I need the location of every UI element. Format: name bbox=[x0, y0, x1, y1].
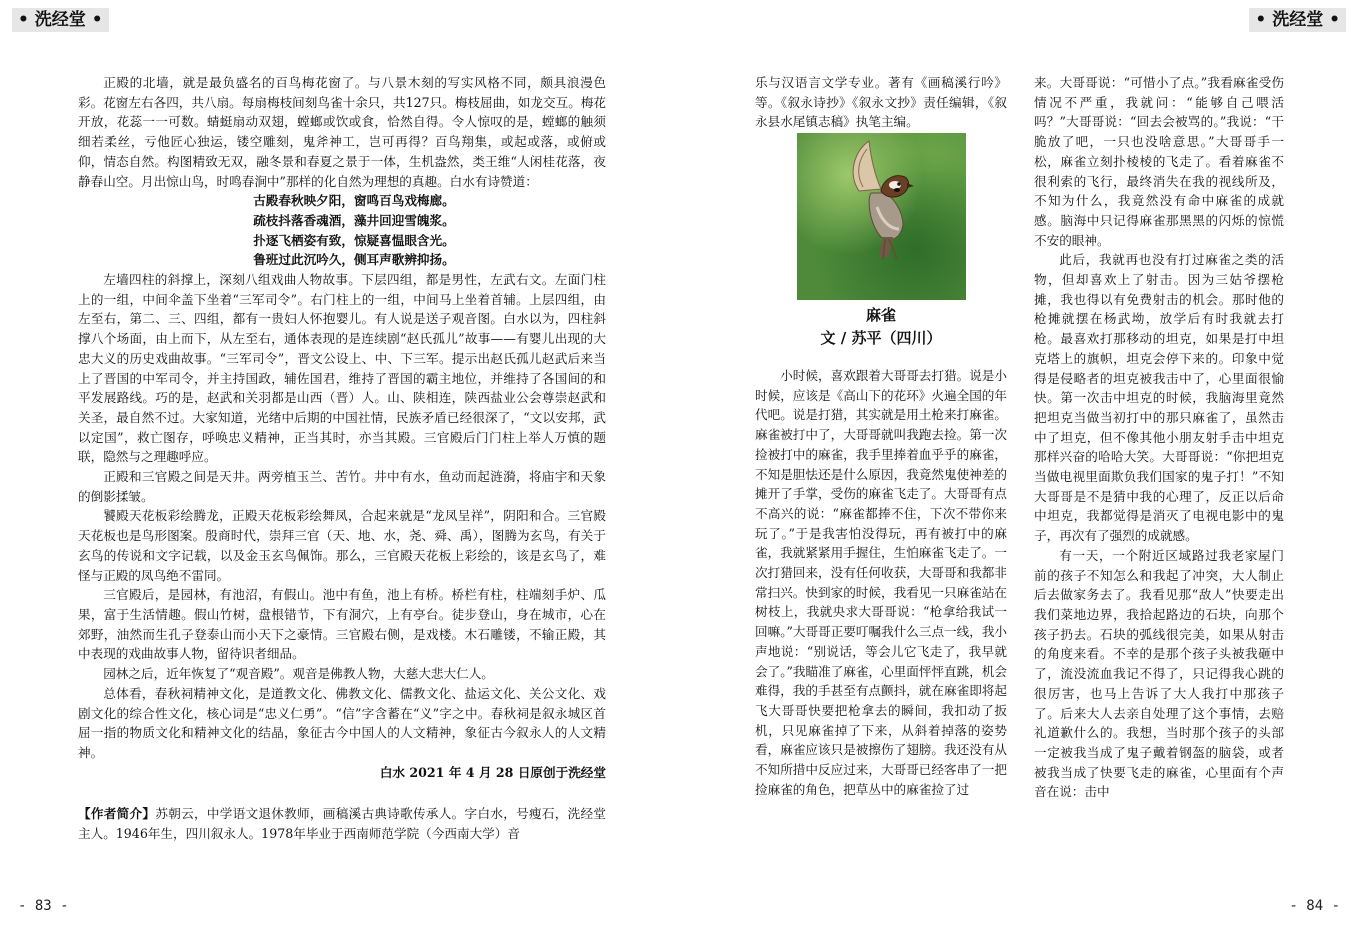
sparrow-illustration bbox=[797, 133, 966, 300]
right-page bbox=[680, 0, 1360, 944]
article-column-2 bbox=[1034, 73, 1284, 802]
paragraph: 正殿的北墙，就是最负盛名的百鸟梅花窗了。与八景木刻的写实风格不同，颇具浪漫色彩。花窗左右各四，共八扇。每扇梅枝间刻鸟雀十余只，共127只。梅枝屈曲，如龙交互。梅花开放，花蕊一一可数。蜻蜓扇动双翅，螳螂或饮或食，恰然自得。令人惊叹的是，螳螂的触须细若柔丝，亏他匠心独运，镂空雕刻，鬼斧神工，岂可再得？百鸟翔集，或起或落，或俯或仰，情态自然。构图精致无双，融冬景和春夏之景于一体，生机盎然，类王维“人闲桂花落，夜静春山空。月出惊山鸟，时鸣春涧中”那样的化自然为理想的真趣。白水有诗赞道： bbox=[78, 75, 606, 189]
paragraph: 此后，我就再也没有打过麻雀之类的活物，但却喜欢上了射击。因为三姑爷摆枪摊，我也得以有免费射击的机会。那时他的枪摊就摆在杨武坳，放学后有时我就去打枪。最喜欢打那移动的坦克，如果是打中坦克塔上的旗帜，坦克会停下来的。印象中觉得是侵略者的坦克被我击中了，心里面很愉快。第一次击中坦克的时候，我脑海里竟然把坦克当做当初打中的那只麻雀了，虽然击中了坦克，但不像其他小朋友射手击中坦克那样兴奋的哈哈大笑。大哥哥说：“你把坦克当做电视里面欺负我们国家的鬼子打！”不知大哥哥是不是猜中我的心理了，反正以后命中坦克，我都觉得是消灭了电视电影中的鬼子，再次有了强烈的成就感。 bbox=[1034, 252, 1284, 544]
signoff: 白水 2021 年 4 月 28 日原创于洗经堂 bbox=[379, 764, 606, 780]
poem-line: 古殿春秋映夕阳，窗鸣百鸟戏梅廊。 bbox=[253, 193, 455, 209]
paragraph: 总体看，春秋祠精神文化，是道教文化、佛教文化、儒教文化、盐运文化、关公文化、戏剧文化的综合性文化，核心词是“忠义仁勇”。“信”字含蓄在“义”字之中。春秋祠是叙永城区首屈一指的物质文化和精神文化的结晶，象征古今中国人的人文精神，象征古今叙永人的人文精神。 bbox=[78, 685, 606, 760]
page-number: - 83 - bbox=[18, 898, 69, 914]
left-article-column bbox=[78, 73, 606, 844]
paragraph: 左墙四柱的斜撑上，深刻八组戏曲人物故事。下层四组，都是男性，左武右文。左面门柱上的一组，中间伞盖下坐着“三军司令”。右门柱上的一组，中间马上坐着首辅。上层四组，由左至右，第二、三、四组，都有一贵妇人怀抱婴儿。有人说是送子观音图。白水以为，四柱斜撑八个场面，由上而下，从左至右，通体表现的是连续剧“赵氏孤儿”故事——有婴儿出现的大忠大义的历史戏曲故事。“三军司令”，晋文公设上、中、下三军。提示出赵氏孤儿赵武后来当上了晋国的中军司令，并主持国政，辅佐国君，维持了晋国的霸主地位，并维持了各国间的和平发展路线。巧的是，赵武和关羽都是山西（晋）人。山、陕相连，陕西盐业公会尊崇赵武和关圣，最自然不过。大家知道，光绪中后期的中国社情，民族矛盾已经很深了，“文以安邦，武以定国”，救亡图存，呼唤忠义精神，正当其时，亦当其殿。三官殿后门门柱上举人万慎的题联，隐然与之理趣呼应。 bbox=[78, 272, 606, 465]
header-tag: • 洗经堂 • bbox=[1249, 8, 1346, 32]
paragraph: 三官殿后，是园林，有池沼，有假山。池中有鱼，池上有桥。桥栏有柱，柱端刻手炉、瓜果，富于生活情趣。假山竹树，盘根错节，下有洞穴，上有亭台。徒步登山，身在城市，心在郊野，油然而生孔子登泰山而小天下之豪情。三官殿右侧，是戏楼。木石雕镂，不输正殿，其中表现的戏曲故事人物，留待识者细品。 bbox=[78, 587, 606, 662]
poem-line: 疏枝抖落香魂酒，藻井回迎雪魄浆。 bbox=[253, 212, 455, 228]
paragraph: 饕殿天花板彩绘腾龙，正殿天花板彩绘舞凤，合起来就是“龙凤呈祥”，阴阳和合。三官殿天花板也是鸟形图案。殷商时代，崇拜三官（天、地、水，尧、舜、禹），图腾为玄鸟，有关于玄鸟的传说和文字记载，以及金玉玄鸟佩饰。那么，三官殿天花板上彩绘的，该是玄鸟了，难怪与正殿的凤鸟绝不雷同。 bbox=[78, 508, 606, 583]
article-title: 麻雀 bbox=[865, 306, 896, 324]
bio-label: 【作者简介】 bbox=[78, 806, 156, 822]
article-author: 文 / 苏平（四川） bbox=[820, 329, 942, 347]
poem-line: 扑逐飞栖姿有致，惊疑喜愠眼含光。 bbox=[253, 232, 455, 248]
page-number: - 84 - bbox=[1289, 898, 1340, 914]
paragraph: 有一天，一个附近区域路过我老家屋门前的孩子不知怎么和我起了冲突，大人制止后去做家务去了。我看见那“敌人”快要走出我们菜地边界，我拾起路边的石块，向那个孩子扔去。石块的弧线很完美，如果从射击的角度来看。不幸的是那个孩子头被我砸中了，流没流血我记不得了，只记得我心跳的很厉害，也马上告诉了大人我打中那孩子了。后来大人去亲自处理了这个事情，去赔礼道歉什么的。我想，当时那个孩子的头部一定被我当成了鬼子戴着钢盔的脑袋，或者被我当成了快要飞走的麻雀，心里面有个声音在说：击中 bbox=[1034, 547, 1284, 800]
bio-continuation-column bbox=[755, 73, 1007, 132]
bio-text: 苏朝云，中学语文退休教师，画稿溪古典诗歌传承人。字白水，号瘦石，洗经堂主人。1946年生，四川叙永人。1978年毕业于西南师范学院（今西南大学）音 bbox=[78, 806, 607, 842]
paragraph: 来。大哥哥说：“可惜小了点。”我看麻雀受伤情况不严重，我就问：“能够自己喂活吗？”大哥哥说：“回去会被骂的。”我说：“干脆放了吧，一只也没啥意思。”大哥哥手一松，麻雀立刻扑棱棱的飞走了。看着麻雀不很利索的飞行，最终消失在我的视线所及，不知为什么，我竟然没有命中麻雀的成就感。脑海中只记得麻雀那黑黑的闪烁的惊慌不安的眼神。 bbox=[1034, 75, 1284, 248]
header-tag: • 洗经堂 • bbox=[12, 8, 109, 32]
paragraph: 小时候，喜欢跟着大哥哥去打猎。说是小时候，应该是《高山下的花环》火遍全国的年代吧。说是打猎，其实就是用土枪来打麻雀。麻雀被打中了，大哥哥就叫我跑去捡。第一次捡被打中的麻雀，我手里捧着血乎乎的麻雀，不知是胆怯还是什么原因，我竟然鬼使神差的摊开了手掌，受伤的麻雀飞走了。大哥哥有点不高兴的说：“麻雀都捧不住，下次不带你来玩了。”于是我害怕没得玩，再有被打中的麻雀，我就紧紧用手握住，生怕麻雀飞走了。一次打猎回来，没有任何收获，大哥哥和我都非常扫兴。快到家的时候，我看见一只麻雀站在树枝上，我就央求大哥哥说：“枪拿给我试一回嘛。”大哥哥正要叮嘱我什么三点一线，我小声地说：“别说话，等会儿它飞走了，我早就会了。”我瞄准了麻雀，心里面怦怦直跳，机会难得，我的手甚至有点颤抖，就在麻雀即将起飞大哥哥快要把枪拿去的瞬间，我扣动了扳机，只见麻雀掉了下来，从斜着掉落的姿势看，麻雀应该只是被擦伤了翅膀。我还没有从不知所措中反应过来，大哥哥已经客串了一把捡麻雀的角色，把草丛中的麻雀捡了过 bbox=[755, 368, 1008, 797]
author-bio bbox=[78, 804, 606, 843]
paragraph: 正殿和三官殿之间是天井。两旁植玉兰、苦竹。井中有水，鱼动而起涟漪，将庙宇和天象的倒影揉皱。 bbox=[78, 469, 606, 504]
sparrow-photo bbox=[797, 133, 966, 300]
bio-continuation: 乐与汉语言文学专业。著有《画稿溪行吟》等。《叙永诗抄》《叙永文抄》责任编辑，《叙永县水尾镇志稿》执笔主编。 bbox=[755, 75, 1007, 130]
article-column-1 bbox=[755, 366, 1007, 799]
paragraph: 园林之后，近年恢复了“观音殿”。观音是佛教人物，大慈大悲大仁人。 bbox=[103, 666, 494, 682]
poem-line: 鲁班过此沉吟久，侧耳声歌辨抑扬。 bbox=[253, 252, 455, 268]
